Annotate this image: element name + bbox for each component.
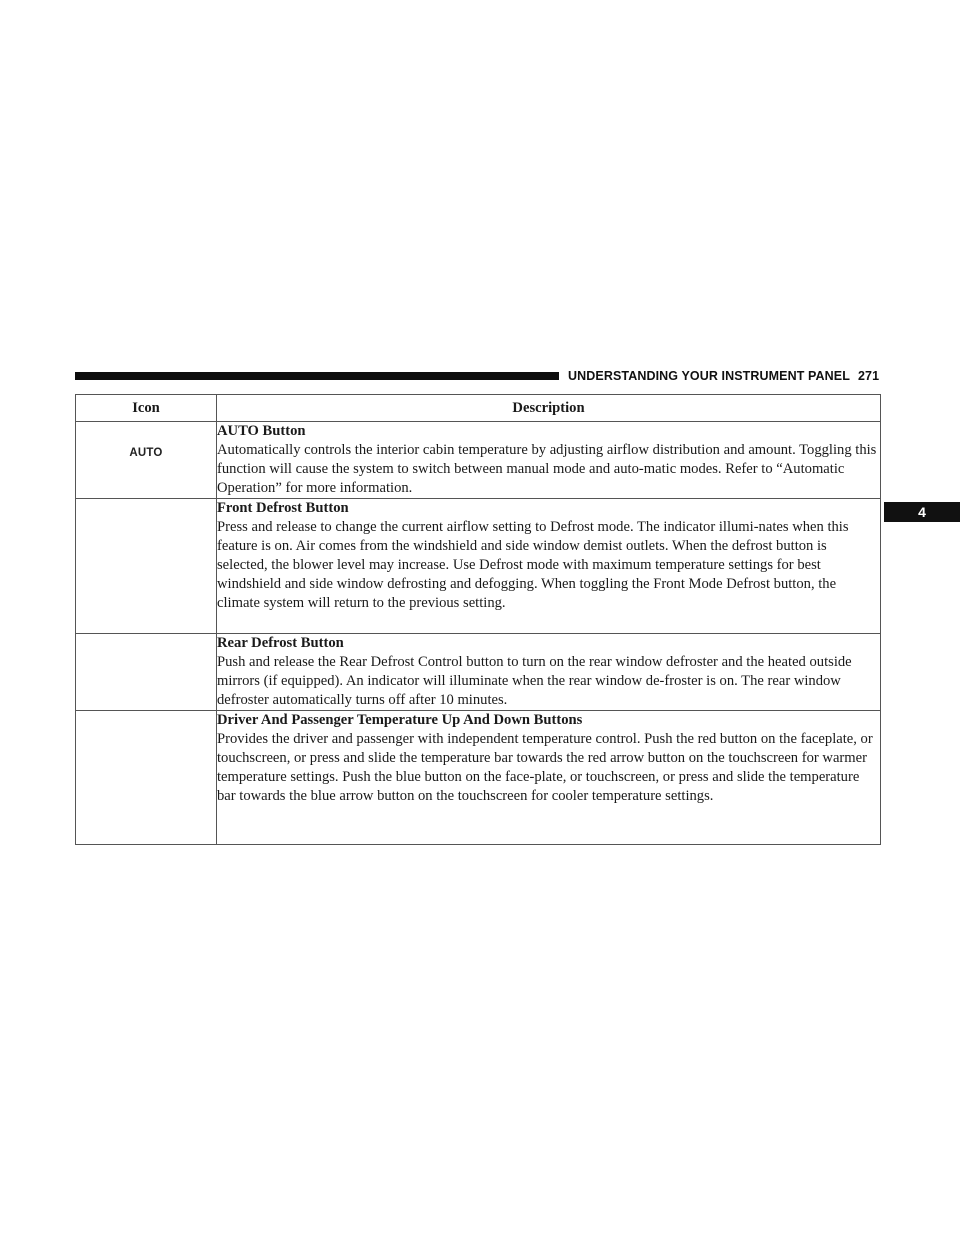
table-row xyxy=(76,634,881,711)
controls-table xyxy=(75,394,881,845)
row-title: Rear Defrost Button xyxy=(217,635,344,651)
row-title: AUTO Button xyxy=(217,423,306,439)
table-row xyxy=(76,711,881,845)
description-cell xyxy=(217,711,881,845)
row-body: Push and release the Rear Defrost Control button to turn on the rear window defroster and the heated outside mirrors (if equipped). An indicator will illuminate when the rear window de-froster is on. The rear window defroster automatically turns off after 10 minutes. xyxy=(217,654,852,708)
row-title: Front Defrost Button xyxy=(217,500,349,516)
header-title: UNDERSTANDING YOUR INSTRUMENT PANEL xyxy=(568,369,850,383)
running-header xyxy=(568,369,888,383)
column-header-description: Description xyxy=(217,395,881,422)
chapter-tab: 4 xyxy=(884,502,960,522)
column-header-icon: Icon xyxy=(76,395,217,422)
icon-cell xyxy=(76,499,217,634)
icon-cell xyxy=(76,422,217,499)
table-row xyxy=(76,499,881,634)
description-cell xyxy=(217,499,881,634)
row-body: Press and release to change the current airflow setting to Defrost mode. The indicator illumi-nates when this feature is on. Air comes from the windshield and side window demist outlets. When the defrost button is selected, the blower level may increase. Use Defrost mode with maximum temperature settings for best windshield and side window defrosting and defogging. When toggling the Front Mode Defrost button, the climate system will return to the previous setting. xyxy=(217,519,849,611)
page-number: 271 xyxy=(857,369,880,383)
header-rule xyxy=(75,372,559,380)
description-cell xyxy=(217,634,881,711)
auto-text-icon: AUTO xyxy=(129,447,163,459)
row-body: Automatically controls the interior cabin temperature by adjusting airflow distribution and amount. Toggling this function will cause the system to switch between manual mode and auto-matic modes. Refer to “Automatic Operation” for more information. xyxy=(217,442,877,496)
icon-cell xyxy=(76,634,217,711)
table-header-row xyxy=(76,395,881,422)
icon-cell xyxy=(76,711,217,845)
row-body: Provides the driver and passenger with independent temperature control. Push the red button on the faceplate, or touchscreen, or press and slide the temperature bar towards the red arrow button on the touchscreen for warmer temperature settings. Push the blue button on the face-plate, or touchscreen, or press and slide the temperature bar towards the blue arrow button on the touchscreen for cooler temperature settings. xyxy=(217,731,873,804)
description-cell xyxy=(217,422,881,499)
row-title: Driver And Passenger Temperature Up And Down Buttons xyxy=(217,712,583,728)
table-row xyxy=(76,422,881,499)
